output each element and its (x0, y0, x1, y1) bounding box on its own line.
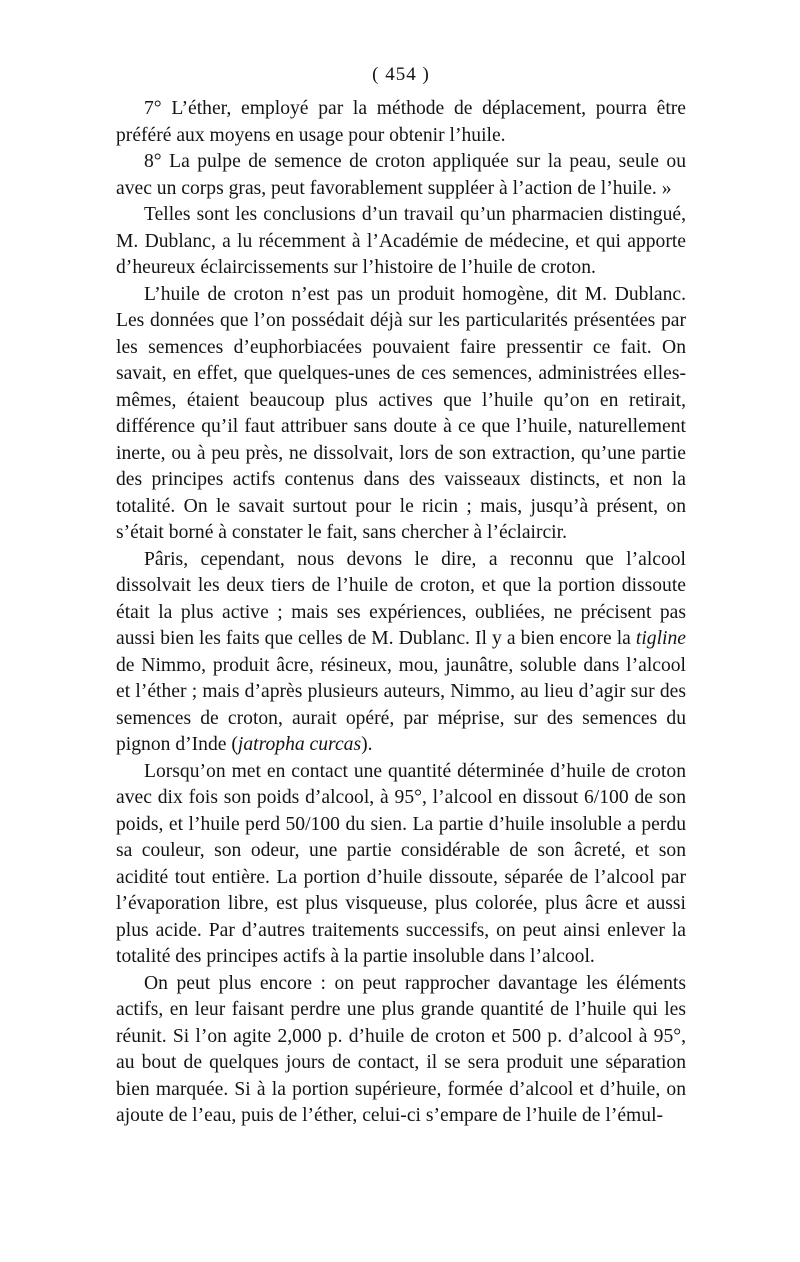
italic-text: tigline (635, 628, 686, 649)
paragraph-text: Pâris, cependant, nous devons le dire, a reconnu que l’alcool dissolvait les deux tiers de l’huile de croton, et que la portion dissoute était la plus active ; mais ses expériences, oubliées, ne précisent pas aussi bien les faits que celles de M. Dublanc. Il y a bien encore la (116, 548, 686, 649)
paragraph-text: 7° L’éther, employé par la méthode de déplacement, pourra être préféré aux moyens en usage pour obtenir l’huile. (116, 98, 686, 146)
paragraph (116, 202, 686, 282)
paragraph-text: ). (361, 734, 373, 755)
paragraph-text: Lorsqu’on met en contact une quantité déterminée d’huile de croton avec dix fois son poids d’alcool, à 95°, l’alcool en dissout 6/100 de son poids, et l’huile perd 50/100 du sien. La partie d’huile insoluble a perdu sa couleur, son odeur, une partie considérable de son âcreté, et son acidité tout entière. La portion d’huile dissoute, séparée de l’alcool par l’évaporation libre, est plus visqueuse, plus colorée, plus âcre et aussi plus acide. Par d’autres traitements successifs, on peut ainsi enlever la totalité des principes actifs à la partie insoluble dans l’alcool. (116, 760, 686, 967)
paragraph-text: On peut plus encore : on peut rapprocher davantage les éléments actifs, en leur faisant perdre une plus grande quantité de l’huile qui les réunit. Si l’on agite 2,000 p. d’huile de croton et 500 p. d’alcool à 95°, au bout de quelques jours de contact, il se sera produit une séparation bien marquée. Si à la portion supérieure, formée d’alcool et d’huile, on ajoute de l’eau, puis de l’éther, celui-ci s’empare de l’huile de l’émul- (116, 972, 686, 1126)
paragraph (116, 547, 686, 759)
paragraph-text: L’huile de croton n’est pas un produit homogène, dit M. Dublanc. Les données que l’on possédait déjà sur les particularités présentées par les semences d’euphorbiacées pouvaient faire pressentir ce fait. On savait, en effet, que quelques-unes de ces semences, administrées elles-mêmes, étaient beaucoup plus actives que l’huile qu’on en retirait, différence qu’il faut attribuer sans doute à ce que l’huile, naturellement inerte, ou à peu près, ne dissolvait, lors de son extraction, qu’une partie des principes actifs contenus dans des vaisseaux distincts, et non la totalité. On le savait surtout pour le ricin ; mais, jusqu’à présent, on s’était borné à constater le fait, sans chercher à l’éclaircir. (116, 283, 686, 543)
paragraph (116, 282, 686, 547)
paragraph-text: de Nimmo, produit âcre, résineux, mou, jaunâtre, soluble dans l’alcool et l’éther ; mais d’après plusieurs auteurs, Nimmo, au lieu d’agir sur des semences de croton, aurait opéré, par méprise, sur des semences du pignon d’Inde ( (116, 654, 686, 755)
paragraph-text: Telles sont les conclusions d’un travail qu’un pharmacien distingué, M. Dublanc, a lu récemment à l’Académie de médecine, et qui apporte d’heureux éclaircissements sur l’histoire de l’huile de croton. (116, 204, 686, 278)
page-number: ( 454 ) (372, 64, 430, 85)
paragraph (116, 971, 686, 1130)
book-page (116, 58, 686, 1130)
paragraph (116, 759, 686, 971)
paragraph-text: 8° La pulpe de semence de croton appliquée sur la peau, seule ou avec un corps gras, peut favorablement suppléer à l’action de l’huile. » (116, 151, 686, 199)
paragraph (116, 96, 686, 149)
body-text (116, 96, 686, 1130)
paragraph (116, 149, 686, 202)
italic-text: jatropha curcas (237, 734, 362, 755)
